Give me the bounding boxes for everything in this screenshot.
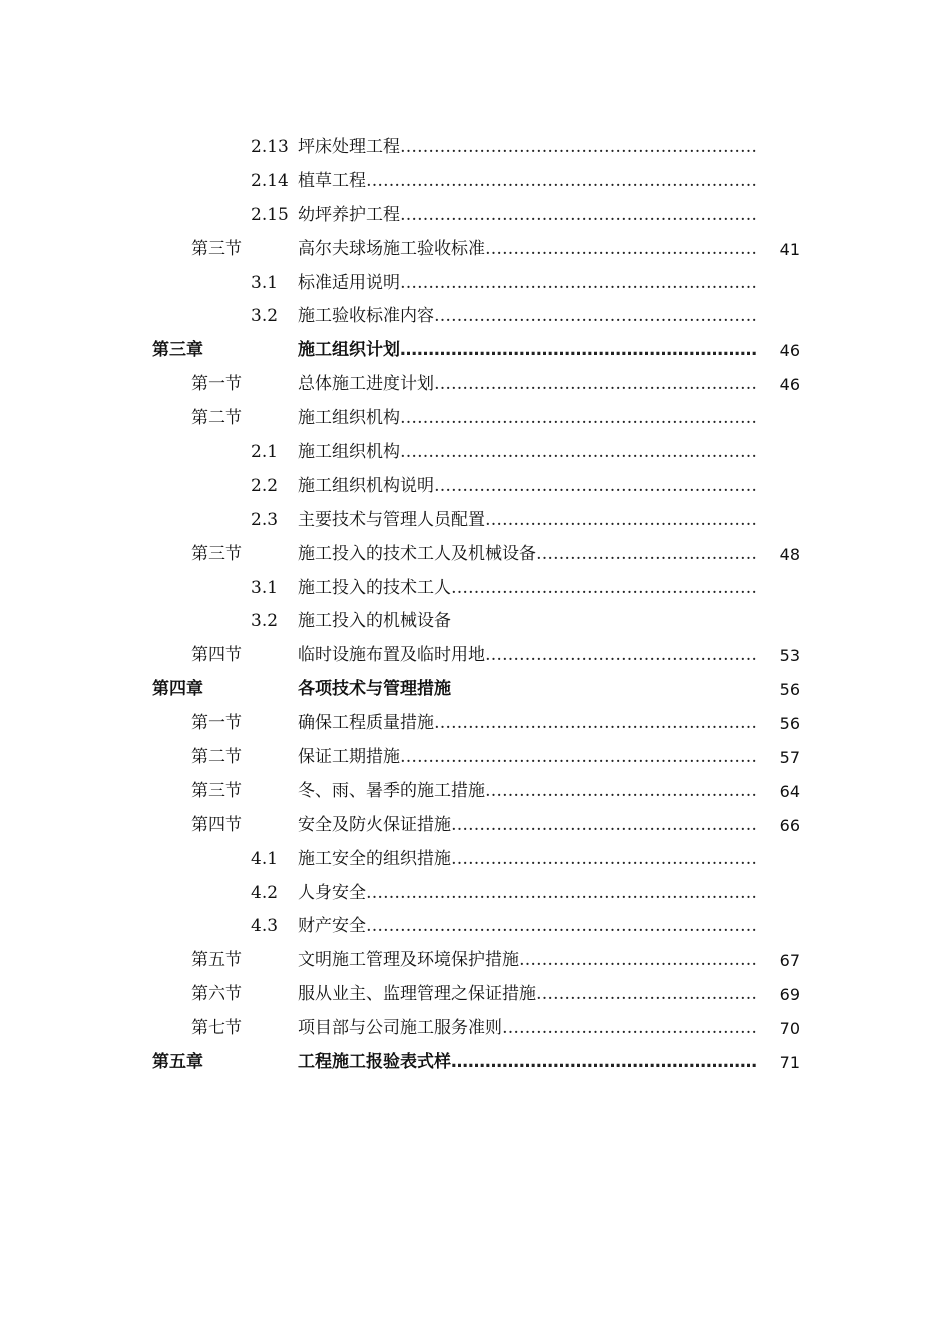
toc-entry-section[interactable] [0,978,950,1012]
toc-entry-number: 4.3 [251,916,279,937]
toc-entry-number: 2.1 [251,442,279,463]
dot-leader [485,233,758,267]
toc-entry-sub[interactable] [0,843,950,877]
toc-entry-title: 标准适用说明 [298,272,400,293]
toc-entry-number: 3.2 [251,611,279,632]
dot-leader [400,131,758,165]
toc-entry-title: 确保工程质量措施 [298,713,434,734]
dot-leader [485,639,758,673]
toc-entry-title-wrap [298,944,758,978]
toc-entry-number: 3.1 [251,577,279,598]
toc-entry-sub[interactable] [0,877,950,911]
toc-entry-section[interactable] [0,368,950,402]
toc-entry-title: 保证工期措施 [298,747,400,768]
toc-entry-title-wrap [298,978,758,1012]
toc-entry-number: 4.2 [251,882,279,903]
toc-entry-page-number: 48 [779,544,800,564]
toc-entry-sub[interactable] [0,470,950,504]
dot-leader [434,470,758,504]
toc-entry-sub[interactable] [0,504,950,538]
dot-leader [519,944,758,978]
toc-entry-number: 第五节 [191,950,242,971]
toc-entry-title-wrap [298,300,758,334]
toc-entry-sub[interactable] [0,605,950,639]
toc-entry-title: 施工投入的技术工人及机械设备 [298,543,536,564]
toc-entry-number: 2.3 [251,509,279,530]
toc-entry-number: 2.14 [251,170,289,191]
toc-entry-title: 幼坪养护工程 [298,204,400,225]
toc-entry-title: 施工验收标准内容 [298,306,434,327]
toc-entry-section[interactable] [0,639,950,673]
toc-entry-title-wrap [298,165,758,199]
toc-entry-title: 施工投入的技术工人 [298,577,451,598]
toc-entry-page-number: 71 [779,1053,800,1073]
toc-entry-title: 人身安全 [298,882,366,903]
toc-entry-number: 4.1 [251,848,279,869]
dot-leader [485,504,758,538]
toc-entry-title: 各项技术与管理措施 [298,679,451,700]
toc-entry-page-number: 66 [779,815,800,835]
toc-entry-title-wrap [298,809,758,843]
toc-entry-title: 施工组织机构 [298,442,400,463]
toc-entry-number: 3.1 [251,272,279,293]
toc-entry-number: 2.13 [251,137,289,157]
toc-entry-sub[interactable] [0,165,950,199]
toc-entry-title: 施工安全的组织措施 [298,848,451,869]
toc-entry-sub[interactable] [0,572,950,606]
dot-leader [451,572,758,606]
dot-leader [400,334,758,368]
toc-entry-sub[interactable] [0,436,950,470]
toc-entry-title-wrap [298,131,758,165]
toc-entry-page-number: 70 [779,1019,800,1039]
toc-entry-number: 第一节 [191,713,242,734]
toc-entry-chapter[interactable] [0,1046,950,1080]
toc-entry-title: 财产安全 [298,916,366,937]
toc-entry-number: 第二节 [191,747,242,768]
dot-leader [451,809,758,843]
toc-entry-page-number: 46 [779,375,800,395]
toc-entry-section[interactable] [0,809,950,843]
toc-entry-title-wrap [298,639,758,673]
toc-entry-sub[interactable] [0,131,950,165]
dot-leader [536,538,758,572]
toc-entry-section[interactable] [0,538,950,572]
toc-entry-title-wrap [298,910,758,944]
dot-leader [434,707,758,741]
toc-entry-section[interactable] [0,944,950,978]
toc-entry-number: 第五章 [152,1052,203,1073]
toc-entry-title: 服从业主、监理管理之保证措施 [298,984,536,1005]
dot-leader [400,436,758,470]
toc-entry-page-number: 69 [779,985,800,1005]
toc-entry-number: 第三章 [152,340,203,361]
toc-entry-number: 第三节 [191,238,242,259]
toc-entry-title: 高尔夫球场施工验收标准 [298,238,485,259]
toc-entry-number: 第四节 [191,814,242,835]
toc-entry-page-number: 56 [779,680,800,700]
toc-entry-section[interactable] [0,741,950,775]
dot-leader [434,300,758,334]
toc-entry-number: 2.2 [251,475,279,496]
toc-entry-number: 第四节 [191,645,242,666]
toc-entry-title: 施工组织计划 [298,340,400,361]
toc-entry-title-wrap [298,334,758,368]
toc-entry-number: 第三节 [191,780,242,801]
toc-entry-title: 总体施工进度计划 [298,374,434,395]
dot-leader [400,402,758,436]
toc-entry-title-wrap [298,504,758,538]
toc-entry-title-wrap [298,1046,758,1080]
dot-leader [400,199,758,233]
toc-entry-title-wrap [298,572,758,606]
toc-entry-sub[interactable] [0,199,950,233]
dot-leader [366,165,758,199]
toc-entry-title-wrap [298,233,758,267]
toc-entry-title: 临时设施布置及临时用地 [298,645,485,666]
toc-entry-page-number: 56 [779,714,800,734]
toc-entry-number: 2.15 [251,204,289,225]
toc-entry-sub[interactable] [0,300,950,334]
toc-entry-title: 坪床处理工程 [298,137,400,157]
dot-leader [536,978,758,1012]
toc-entry-number: 第七节 [191,1018,242,1039]
toc-entry-title: 冬、雨、暑季的施工措施 [298,780,485,801]
toc-entry-number: 3.2 [251,306,279,327]
dot-leader [451,843,758,877]
toc-entry-title-wrap [298,538,758,572]
toc-entry-number: 第六节 [191,984,242,1005]
dot-leader [502,1012,758,1046]
toc-entry-section[interactable] [0,1012,950,1046]
toc-entry-title-wrap [298,199,758,233]
toc-entry-sub[interactable] [0,910,950,944]
toc-entry-title: 植草工程 [298,170,366,191]
toc-entry-title: 主要技术与管理人员配置 [298,509,485,530]
toc-entry-chapter[interactable] [0,334,950,368]
toc-entry-title-wrap [298,707,758,741]
toc-entry-title: 文明施工管理及环境保护措施 [298,950,519,971]
dot-leader [434,368,758,402]
toc-entry-page-number: 46 [779,341,800,361]
toc-entry-chapter[interactable] [0,673,950,707]
toc-entry-page-number: 64 [779,781,800,801]
toc-entry-title-wrap [298,436,758,470]
toc-entry-page-number: 67 [779,951,800,971]
dot-leader [400,741,758,775]
toc-entry-title-wrap [298,775,758,809]
toc-entry-title-wrap [298,673,758,707]
dot-leader [485,775,758,809]
toc-entry-title: 施工组织机构 [298,408,400,429]
toc-entry-title-wrap [298,368,758,402]
toc-entry-title: 施工组织机构说明 [298,475,434,496]
table-of-contents [0,131,950,1080]
dot-leader [400,267,758,301]
toc-entry-number: 第一节 [191,374,242,395]
toc-entry-title-wrap [298,605,758,639]
toc-entry-title-wrap [298,402,758,436]
toc-entry-title-wrap [298,877,758,911]
dot-leader [366,910,758,944]
toc-entry-sub[interactable] [0,267,950,301]
toc-entry-page-number: 53 [779,646,800,666]
toc-entry-number: 第二节 [191,408,242,429]
toc-entry-page-number: 57 [779,748,800,768]
toc-entry-title: 项目部与公司施工服务准则 [298,1018,502,1039]
toc-entry-title: 施工投入的机械设备 [298,611,451,632]
toc-entry-number: 第四章 [152,679,203,700]
toc-entry-section[interactable] [0,233,950,267]
toc-entry-title: 工程施工报验表式样 [298,1052,451,1073]
toc-entry-title: 安全及防火保证措施 [298,814,451,835]
toc-entry-number: 第三节 [191,543,242,564]
toc-entry-title-wrap [298,470,758,504]
toc-entry-title-wrap [298,1012,758,1046]
toc-entry-title-wrap [298,267,758,301]
toc-entry-section[interactable] [0,707,950,741]
toc-entry-title-wrap [298,741,758,775]
toc-entry-section[interactable] [0,775,950,809]
dot-leader [366,877,758,911]
toc-entry-section[interactable] [0,402,950,436]
toc-entry-page-number: 41 [779,239,800,259]
toc-entry-title-wrap [298,843,758,877]
dot-leader [451,1046,758,1080]
